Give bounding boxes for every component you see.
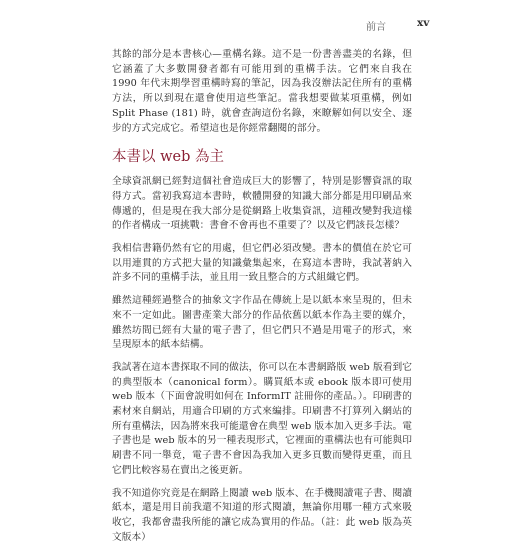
page-content [112,48,412,553]
section-heading: 本書以 web 為主 [112,149,224,166]
paragraph-canonical-web-edition: 我試著在這本書探取不同的做法，你可以在本書網路版 web 版看到它的典型版本（canonical form）。購買紙本或 ebook 版本即可使用 web 版本（下面會說明如何在 InformIT 註冊你的產品。）。印刷書的素材來自網站，用適合印刷的方式來編排。印刷書不打算列入網站的所有重構法，因為將來我可能還會在典型 web 版本加入更多手法。電子書也是 web 版本的另一種表現形式，它裡面的重構法也有可能與印刷書不同一舉竟，電子書不會因為我加入更多頁數而變得更重，而且它們比較容易在賣出之後更新。 [112,361,412,476]
running-header-title: 前言 [366,22,386,33]
paragraph-refactoring-catalog: 其餘的部分是本書核心—重構名錄。這不是一份書善盡美的名錄，但它涵蓋了大多數開發者都有可能用到的重構手法。它們來自我在 1990 年代末期學習重構時寫的筆記，因為我沒辦法記住所有的重構方法，所以到現在還會使用這些筆記。當我想要做某項重構，例如 Split Phase (181) 時，就會查詢這份名錄，來瞭解如何以安全、逐步的方式完成它。希望這也是你經常翻閱的部分。 [112,49,412,134]
page-number: xv [417,17,430,29]
paragraph-reading-formats: 我不知道你究竟是在網路上閱讀 web 版本、在手機閱讀電子書、閱讀紙本，還是用目前我還不知道的形式閱讀，無論你用哪一種方式來吸收它，我都會盡我所能的讓它成為實用的作品。（註：此 web 版為英文版本） [112,487,412,543]
paragraph-print-tradition: 雖然這種經過整合的抽象文字作品在傳統上是以紙本來呈現的，但未來不一定如此。圖書產業大部分的作品依舊以紙本作為主要的媒介，雖然坊間已經有大量的電子書了，但它們只不過是用電子的形式，來呈現原本的紙本結構。 [112,295,412,351]
running-header [112,17,510,33]
paragraph-web-impact: 全球資訊網已經對這個社會造成巨大的影響了，特別是影響資訊的取得方式。當初我寫這本書時，軟體開發的知識大部分都是用印刷品來傳遞的，但是現在我大部分是從網路上收集資訊，這種改變對我這樣的作者構成一項挑戰：書會不會再也不重要了？以及它們該長怎樣？ [112,176,412,232]
paragraph-books-value: 我相信書籍仍然有它的用處，但它們必須改變。書本的價值在於它可以用連貫的方式把大量的知識彙集起來，在寫這本書時，我試著納入許多不同的重構手法，並且用一致且整合的方式組織它們。 [112,243,412,284]
